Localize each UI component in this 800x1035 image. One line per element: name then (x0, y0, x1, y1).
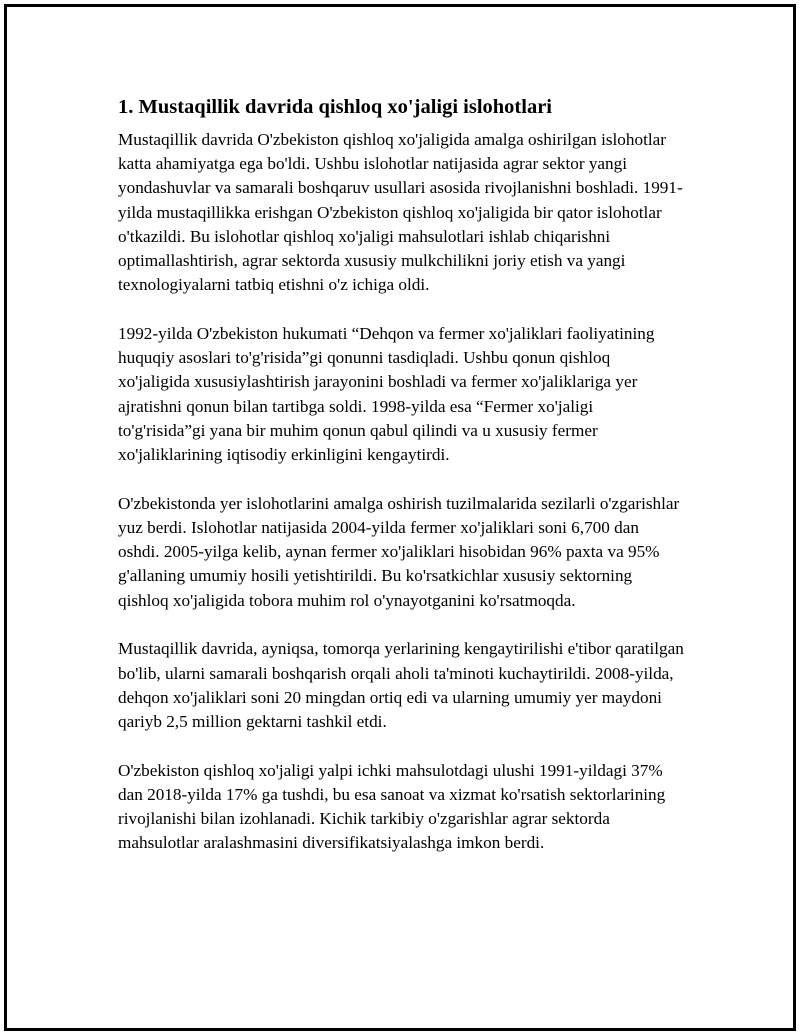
section-heading: 1. Mustaqillik davrida qishloq xo'jaligi islohotlari (118, 96, 553, 118)
paragraph-1: Mustaqillik davrida O'zbekiston qishloq xo'jaligida amalga oshirilgan islohotlar katta ahamiyatga ega bo'ldi. Ushbu islohotlar natijasida agrar sektor yangi yondashuvlar va samarali boshqaruv usullari asosida rivojlanishni boshladi. 1991-yilda mustaqillikka erishgan O'zbekiston qishloq xo'jaligida bir qator islohotlar o'tkazildi. Bu islohotlar qishloq xo'jaligi mahsulotlari ishlab chiqarishni optimallashtirish, agrar sektorda xususiy mulkchilikni joriy etish va yangi texnologiyalarni tatbiq etishni o'z ichiga oldi. (118, 130, 683, 295)
document-body (118, 92, 684, 880)
paragraph-4: Mustaqillik davrida, ayniqsa, tomorqa yerlarining kengaytirilishi e'tibor qaratilgan bo'lib, ularni samarali boshqarish orqali aholi ta'minoti kuchaytirildi. 2008-yilda, dehqon xo'jaliklari soni 20 mingdan ortiq edi va ularning umumiy yer maydoni qariyb 2,5 million gektarni tashkil etdi. (118, 639, 684, 732)
paragraph-3: O'zbekistonda yer islohotlarini amalga oshirish tuzilmalarida sezilarli o'zgarishlar yuz berdi. Islohotlar natijasida 2004-yilda fermer xo'jaliklari soni 6,700 dan oshdi. 2005-yilga kelib, aynan fermer xo'jaliklari hisobidan 96% paxta va 95% g'allaning umumiy hosili yetishtirildi. Bu ko'rsatkichlar xususiy sektorning qishloq xo'jaligida tobora muhim rol o'ynayotganini ko'rsatmoqda. (118, 493, 680, 610)
paragraph-5: O'zbekiston qishloq xo'jaligi yalpi ichki mahsulotdagi ulushi 1991-yildagi 37% dan 2018-yilda 17% ga tushdi, bu esa sanoat va xizmat ko'rsatish sektorlarining rivojlanishi bilan izohlanadi. Kichik tarkibiy o'zgarishlar agrar sektorda mahsulotlar aralashmasini diversifikatsiyalashga imkon berdi. (118, 760, 666, 853)
paragraph-2: 1992-yilda O'zbekiston hukumati “Dehqon va fermer xo'jaliklari faoliyatining huquqiy asoslari to'g'risida”gi qonunni tasdiqladi. Ushbu qonun qishloq xo'jaligida xususiylashtirish jarayonini boshladi va fermer xo'jaliklariga yer ajratishni qonun bilan tartibga soldi. 1998-yilda esa “Fermer xo'jaligi to'g'risida”gi yana bir muhim qonun qabul qilindi va u xususiy fermer xo'jaliklarining iqtisodiy erkinligini kengaytirdi. (118, 324, 655, 465)
